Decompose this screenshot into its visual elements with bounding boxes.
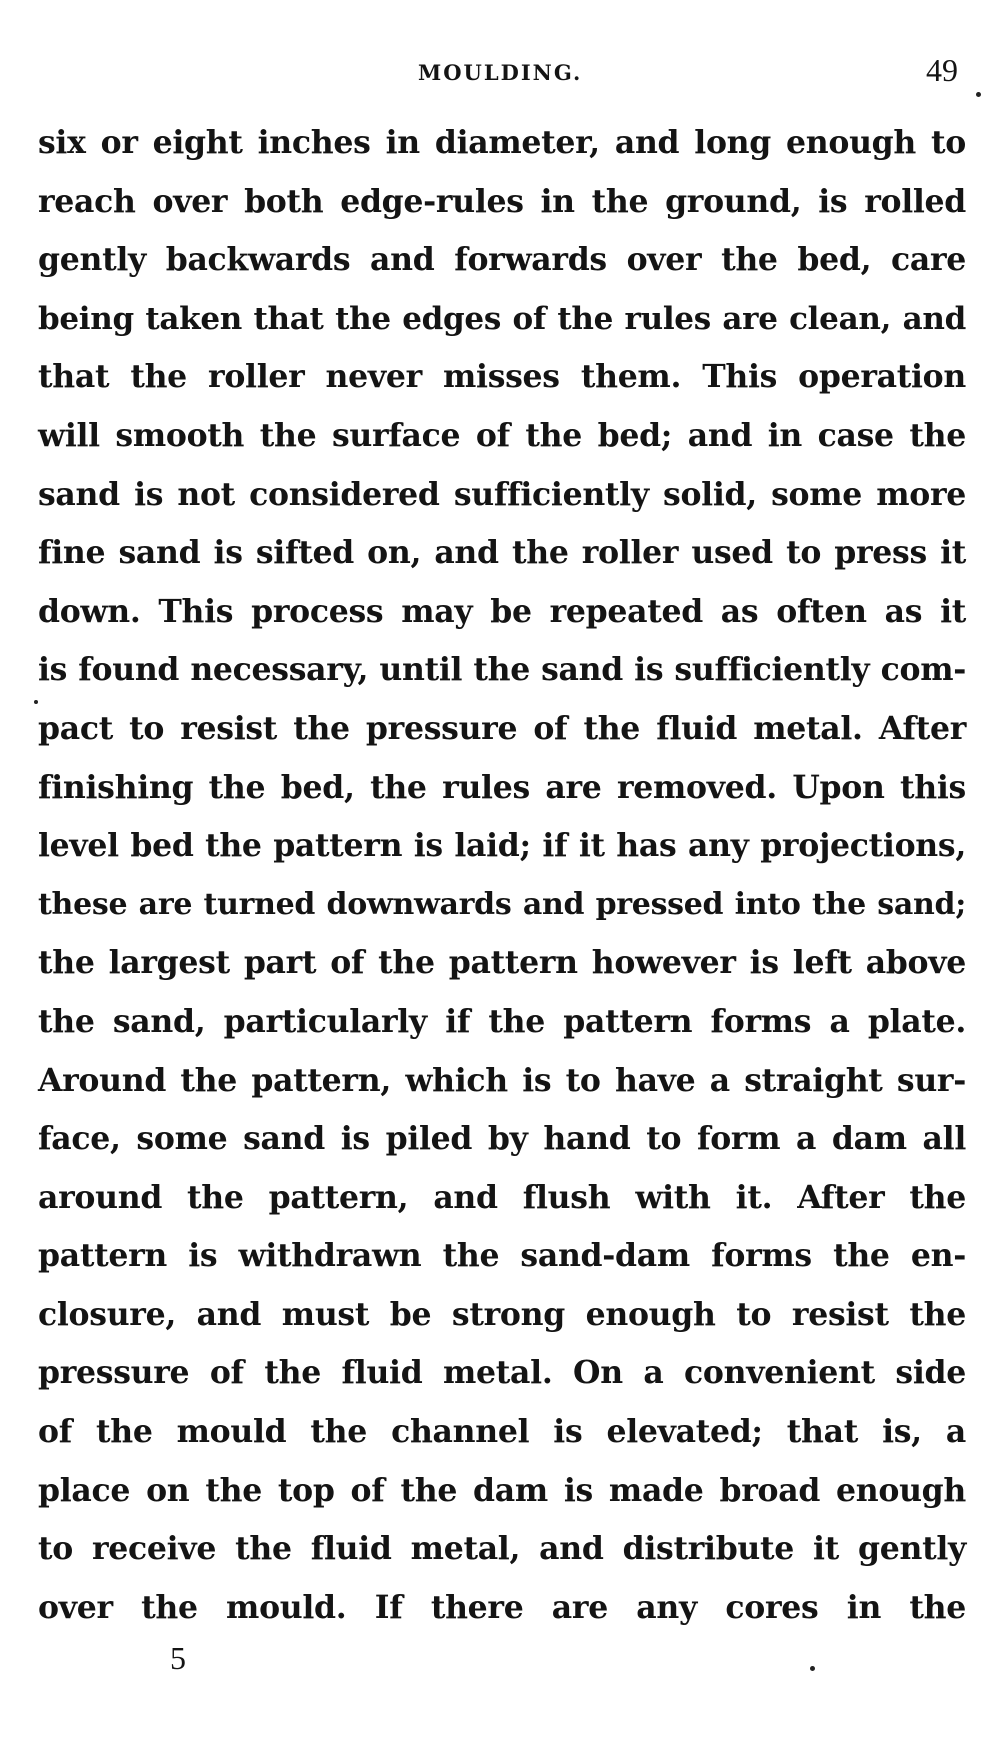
text-line: six or eight inches in diameter, and long enough to <box>38 124 966 161</box>
body-text <box>38 114 966 1637</box>
text-line: will smooth the surface of the bed; and in case the <box>38 416 966 454</box>
text-line: gently backwards and forwards over the bed, care <box>38 241 966 279</box>
text-line: fine sand is sifted on, and the roller used to press it <box>38 534 966 572</box>
text-line: closure, and must be strong enough to resist the <box>38 1295 966 1333</box>
text-line: these are turned downwards and pressed into the sand; <box>38 886 966 922</box>
text-line: is found necessary, until the sand is sufficiently com- <box>38 651 966 689</box>
text-line: level bed the pattern is laid; if it has any projections, <box>38 827 966 865</box>
running-title: MOULDING. <box>418 60 583 85</box>
text-line: the sand, particularly if the pattern forms a plate. <box>38 1002 966 1040</box>
text-line: of the mould the channel is elevated; that is, a <box>38 1413 966 1451</box>
print-speck <box>976 92 981 97</box>
text-line: place on the top of the dam is made broad enough <box>38 1471 966 1509</box>
text-line: finishing the bed, the rules are removed. Upon this <box>38 768 966 806</box>
text-line: reach over both edge-rules in the ground, is rolled <box>38 182 966 220</box>
page-number: 49 <box>926 52 958 88</box>
text-line: pattern is withdrawn the sand-dam forms the en- <box>38 1237 966 1275</box>
text-line: pressure of the fluid metal. On a convenient side <box>38 1354 966 1392</box>
print-speck <box>34 700 38 704</box>
text-line: over the mould. If there are any cores in the <box>38 1588 966 1626</box>
running-head <box>0 52 1006 92</box>
print-speck <box>810 1666 815 1671</box>
signature-mark: 5 <box>170 1640 186 1676</box>
text-line: being taken that the edges of the rules are clean, and <box>38 300 966 337</box>
text-line: sand is not considered sufficiently solid, some more <box>38 475 966 513</box>
text-line: that the roller never misses them. This operation <box>38 358 966 396</box>
text-line: Around the pattern, which is to have a straight sur- <box>38 1061 966 1099</box>
text-line: pact to resist the pressure of the fluid metal. After <box>38 709 966 747</box>
text-line: the largest part of the pattern however is left above <box>38 944 966 982</box>
text-line: face, some sand is piled by hand to form a dam all <box>38 1120 966 1158</box>
text-line: down. This process may be repeated as often as it <box>38 592 966 630</box>
text-line: to receive the fluid metal, and distribute it gently <box>38 1530 966 1568</box>
text-line: around the pattern, and flush with it. After the <box>38 1178 966 1216</box>
